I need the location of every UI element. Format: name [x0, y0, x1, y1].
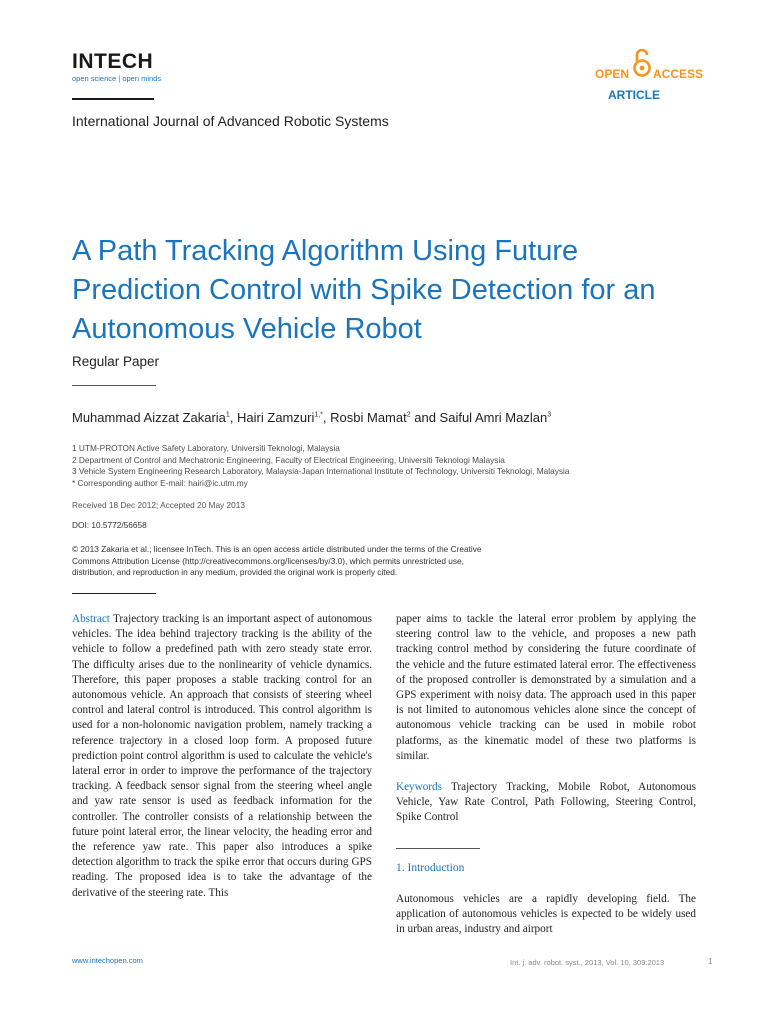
introduction-text: Autonomous vehicles are a rapidly developing field. The application of autonomous vehicles is expected to be widely used in urban areas, industry and airport — [396, 893, 696, 936]
open-access-badge — [595, 48, 705, 104]
type-divider — [72, 385, 156, 386]
author-name: Rosbi Mamat — [330, 410, 407, 425]
abstract-continued: paper aims to tackle the lateral error problem by applying the steering control law to the vehicle, and proposes a new path tracking control method by considering the future coordinate of the vehicle and the future estimated lateral error. The effectiveness of the proposed controller is demonstrated by a simulation and a GPS experiment with noisy data. The approach used in this paper is not limited to autonomous vehicles alone since the concept of autonomous vehicle tracking can be used in mobile robot platforms, as the kinematic model of these two platforms is similar. — [396, 613, 696, 762]
author-separator: , — [322, 410, 331, 425]
author-separator: , — [229, 410, 238, 425]
author-list — [72, 410, 551, 425]
copyright-line: Commons Attribution License (http://creativecommons.org/licenses/by/3.0), which permits unrestricted use, — [72, 555, 464, 566]
copyright-notice — [72, 544, 572, 579]
footer-url[interactable]: www.intechopen.com — [72, 956, 143, 965]
keywords-block — [396, 780, 696, 826]
received-accepted-dates: Received 18 Dec 2012; Accepted 20 May 2013 — [72, 500, 245, 510]
affiliation-line: 2 Department of Control and Mechatronic Engineering, Faculty of Electrical Engineering, Universiti Teknologi Malaysia — [72, 454, 505, 465]
copyright-line: © 2013 Zakaria et al.; licensee InTech. This is an open access article distributed under the terms of the Creative — [72, 544, 482, 554]
journal-name: International Journal of Advanced Robotic Systems — [72, 113, 389, 129]
abstract-column-2 — [396, 612, 696, 826]
paper-type: Regular Paper — [72, 354, 160, 369]
corresponding-author: * Corresponding author E-mail: hairi@ic.utm.my — [72, 478, 248, 489]
author-affiliation-mark: 2 — [406, 411, 411, 419]
open-lock-icon — [632, 48, 652, 78]
section-divider — [396, 848, 480, 849]
copyright-line: distribution, and reproduction in any medium, provided the original work is properly cited. — [72, 567, 398, 577]
article-label: ARTICLE — [608, 88, 660, 102]
affiliation-line: 3 Vehicle System Engineering Research Laboratory, Malaysia-Japan International Institute of Technology, Universiti Teknologi, Malaysia — [72, 466, 570, 477]
footer-citation: Int. j. adv. robot. syst., 2013, Vol. 10, 309:2013 — [510, 958, 665, 967]
open-label: OPEN — [595, 67, 630, 81]
author-affiliation-mark: 1,* — [314, 411, 323, 419]
affiliation-line: 1 UTM-PROTON Active Safety Laboratory, Universiti Teknologi, Malaysia — [72, 443, 340, 453]
intech-logo: INTECH — [72, 50, 154, 73]
logo-tagline: open science | open minds — [72, 74, 162, 83]
front-matter-divider — [72, 593, 156, 594]
author-name: Saiful Amri Mazlan — [439, 410, 548, 425]
affiliations — [72, 443, 569, 490]
page-number: 1 — [708, 957, 713, 966]
abstract-text: Trajectory tracking is an important aspect of autonomous vehicles. The idea behind trajectory tracking is the ability of the vehicle to follow a predefined path with zero steady state error. The difficulty arises due to the nonlinearity of vehicle dynamics. Therefore, this paper proposes a stable tracking control for an autonomous vehicle. An approach that consists of steering wheel control and lateral control is introduced. This control algorithm is used for a non-holonomic navigation problem, namely tracking a reference trajectory in a closed loop form. A proposed future prediction point control algorithm is used to calculate the vehicle's lateral error in order to improve the performance of the trajectory tracking. A feedback sensor signal from the steering wheel angle and yaw rate sensor is used as feedback information for the controller. The controller consists of a relationship between the future point lateral error, the linear velocity, the heading error and the reference yaw rate. This paper also introduces a spike detection algorithm to track the spike error that occurs during GPS reading. The proposed idea is to take the advantage of the derivative of the steering rate. This — [72, 613, 372, 899]
section-heading: 1. Introduction — [396, 862, 465, 874]
logo-divider — [72, 98, 154, 100]
keywords-text: Trajectory Tracking, Mobile Robot, Autonomous Vehicle, Yaw Rate Control, Path Following, Steering Control, Spike Control — [396, 781, 696, 824]
author-separator: and — [410, 410, 440, 425]
paper-title: A Path Tracking Algorithm Using Future Prediction Control with Spike Detection for an Autonomous Vehicle Robot — [72, 235, 656, 345]
doi: DOI: 10.5772/56658 — [72, 520, 147, 530]
author-affiliation-mark: 1 — [225, 411, 230, 419]
access-label: ACCESS — [653, 67, 704, 81]
keywords-label: Keywords — [396, 781, 442, 794]
author-name: Muhammad Aizzat Zakaria — [72, 410, 226, 425]
abstract-label: Abstract — [72, 613, 110, 625]
author-name: Hairi Zamzuri — [237, 410, 315, 425]
author-affiliation-mark: 3 — [547, 411, 552, 419]
abstract-column-1 — [72, 612, 372, 901]
